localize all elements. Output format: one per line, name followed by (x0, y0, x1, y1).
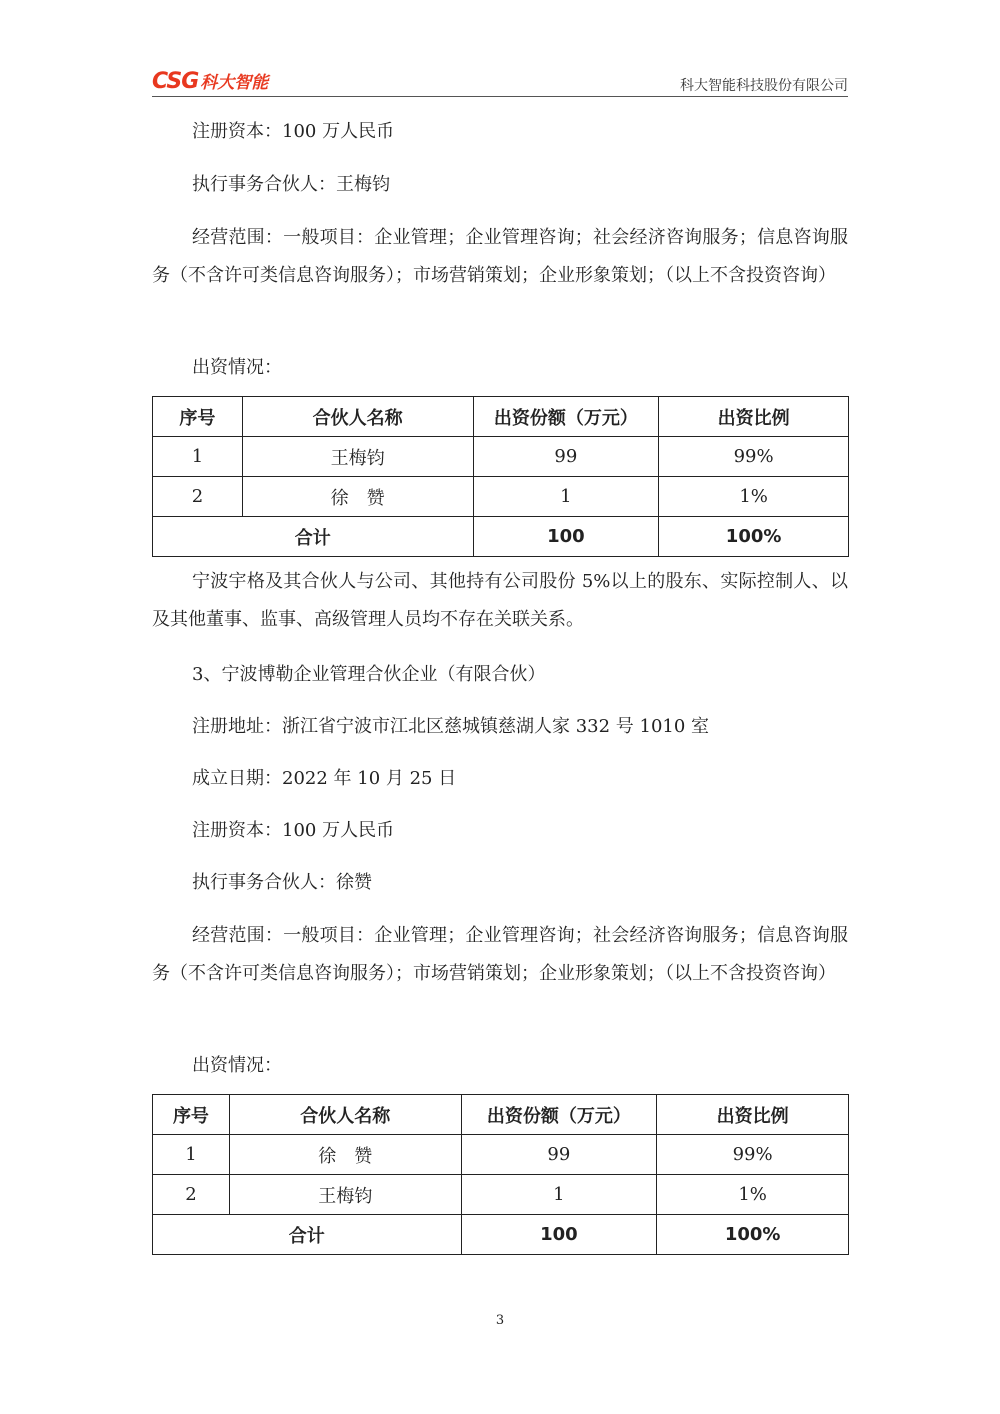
cell-total-amount: 100 (461, 1215, 657, 1255)
cell-ratio: 99% (657, 1135, 849, 1175)
cell-ratio: 1% (659, 477, 849, 517)
cell-amount: 99 (473, 437, 659, 477)
cell-total-ratio: 100% (657, 1215, 849, 1255)
section-3-title: 3、宁波博勒企业管理合伙企业（有限合伙） (192, 664, 546, 685)
cell-amount: 1 (473, 477, 659, 517)
table-total-row (153, 517, 849, 557)
contribution-table-3 (152, 1094, 849, 1255)
business-scope-3: 经营范围：一般项目：企业管理；企业管理咨询；社会经济咨询服务；信息咨询服务（不含许可类信息咨询服务）；市场营销策划；企业形象策划；（以上不含投资咨询） (152, 925, 848, 984)
col-header-partner: 合伙人名称 (242, 397, 473, 437)
table-header-row (153, 397, 849, 437)
business-scope-2: 经营范围：一般项目：企业管理；企业管理咨询；社会经济咨询服务；信息咨询服务（不含许可类信息咨询服务）；市场营销策划；企业形象策划；（以上不含投资咨询） (152, 227, 848, 286)
cell-total-amount: 100 (473, 517, 659, 557)
registered-address-3: 注册地址：浙江省宁波市江北区慈城镇慈湖人家 332 号 1010 室 (192, 716, 710, 737)
cell-partner: 王梅钧 (229, 1175, 461, 1215)
cell-total-label: 合计 (153, 517, 474, 557)
contribution-table-2 (152, 396, 849, 557)
registered-capital-3: 注册资本：100 万人民币 (192, 820, 395, 841)
company-logo (152, 68, 268, 94)
logo-chinese: 科大智能 (200, 73, 269, 93)
table-row (153, 477, 849, 517)
page-number: 3 (495, 1313, 505, 1328)
cell-total-label: 合计 (153, 1215, 462, 1255)
header-divider (152, 96, 848, 97)
table-total-row (153, 1215, 849, 1255)
page-header (152, 64, 848, 100)
col-header-partner: 合伙人名称 (229, 1095, 461, 1135)
col-header-amount: 出资份额（万元） (473, 397, 659, 437)
cell-amount: 1 (461, 1175, 657, 1215)
established-date-3: 成立日期：2022 年 10 月 25 日 (192, 768, 457, 789)
cell-seq: 1 (153, 1135, 230, 1175)
table-row (153, 437, 849, 477)
cell-ratio: 1% (657, 1175, 849, 1215)
cell-partner: 徐 赞 (229, 1135, 461, 1175)
header-company-name: 科大智能科技股份有限公司 (680, 78, 848, 94)
contribution-label-2: 出资情况： (192, 357, 282, 378)
cell-seq: 2 (153, 477, 243, 517)
table-row (153, 1175, 849, 1215)
col-header-seq: 序号 (153, 1095, 230, 1135)
logo-latin: CSG (152, 69, 199, 94)
col-header-ratio: 出资比例 (657, 1095, 849, 1135)
cell-seq: 1 (153, 437, 243, 477)
registered-capital-2: 注册资本：100 万人民币 (192, 121, 395, 142)
table-header-row (153, 1095, 849, 1135)
cell-ratio: 99% (659, 437, 849, 477)
contribution-label-3: 出资情况： (192, 1055, 282, 1076)
col-header-amount: 出资份额（万元） (461, 1095, 657, 1135)
cell-partner: 王梅钧 (242, 437, 473, 477)
cell-amount: 99 (461, 1135, 657, 1175)
managing-partner-3: 执行事务合伙人：徐赞 (192, 872, 372, 893)
table-row (153, 1135, 849, 1175)
col-header-ratio: 出资比例 (659, 397, 849, 437)
relation-note: 宁波宇格及其合伙人与公司、其他持有公司股份 5%以上的股东、实际控制人、以及其他董事、监事、高级管理人员均不存在关联关系。 (152, 571, 848, 630)
col-header-seq: 序号 (153, 397, 243, 437)
cell-partner: 徐 赞 (242, 477, 473, 517)
managing-partner-2: 执行事务合伙人：王梅钧 (192, 174, 390, 195)
cell-total-ratio: 100% (659, 517, 849, 557)
cell-seq: 2 (153, 1175, 230, 1215)
